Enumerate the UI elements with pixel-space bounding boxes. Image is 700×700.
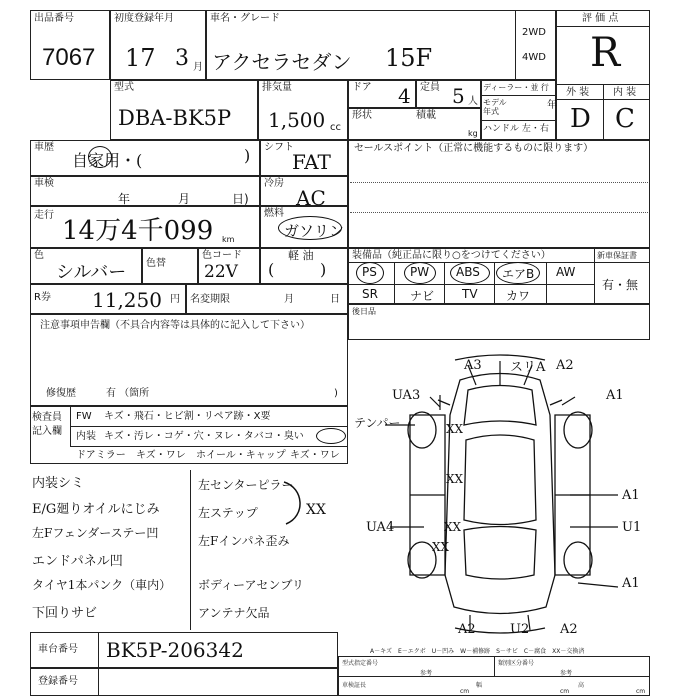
mark-ua4: UA4 (366, 520, 395, 535)
handle-label: ハンドル 左・右 (483, 124, 549, 134)
checker-label2: 記入欄 (32, 426, 62, 437)
smell-circle (316, 428, 346, 444)
reg-month: 3 (175, 46, 189, 71)
mirror-label: ドアミラー (76, 450, 126, 461)
color-value: シルバー (56, 262, 127, 283)
repair-label: 修復歴 (46, 388, 76, 399)
remark-left-item: エンドパネル凹 (32, 554, 123, 569)
lot-number: 7067 (42, 44, 96, 71)
equip-row-line (348, 284, 594, 285)
dealer-line1 (481, 95, 556, 96)
recycle-label: R券 (34, 292, 51, 303)
ref-height: 高 (578, 682, 585, 689)
drive-4wd: 4WD (522, 52, 546, 63)
reg-year: 17 (125, 44, 156, 72)
mark-a2-bl: A2 (458, 622, 476, 637)
new-warranty-value: 有・無 (602, 278, 639, 292)
remark-right-item: アンテナ欠品 (198, 606, 270, 620)
xx-left-rear: XX (444, 520, 462, 534)
cooler-label: 冷房 (264, 178, 284, 189)
sales-point-box (348, 140, 650, 248)
int-check-label: 内装 (76, 431, 96, 442)
door-value: 4 (398, 84, 411, 108)
mark-a1-r: A1 (622, 488, 640, 503)
cap-check-items: キズ・ワレ (290, 450, 340, 461)
mark-a2-top: A2 (556, 358, 574, 373)
airbag-circle (496, 262, 540, 284)
car-name: アクセラセダン (212, 50, 352, 74)
equip-tv: TV (462, 287, 478, 301)
remark-right-item: 左ステップ (198, 506, 258, 520)
history-circle (88, 146, 112, 168)
remark-left-item: E/G廻りオイルにじみ (32, 502, 160, 517)
after-label: 後日品 (352, 307, 376, 316)
cooler-value: AC (296, 186, 326, 210)
score-label-line (556, 26, 650, 27)
mark-u2: U2 (510, 622, 530, 637)
disp-label: 排気量 (262, 82, 292, 93)
xx-left-mid: XX (446, 472, 464, 486)
fuel-circle (278, 216, 345, 240)
score-sub-line (556, 99, 650, 100)
equip-abs: ABS (456, 265, 480, 279)
history-label: 車歴 (34, 142, 54, 153)
sales-point-label: セールスポイント（正常に機能するものに限ります） (354, 143, 594, 154)
mark-a2-br: A2 (560, 622, 578, 637)
remark-left-item: 下回りサビ (32, 606, 98, 621)
model-year-label: モデル 年式 (483, 98, 507, 116)
diagram-legend: A－キズ E－エクボ U－凹み W－補修跡 S－サビ C－腐食 XX－交換済 (370, 648, 585, 655)
recycle-unit: 円 (170, 294, 180, 305)
mirror-items: キズ・ワレ (136, 450, 186, 461)
year-unit: 年 (547, 100, 557, 111)
equip-sr: SR (362, 287, 378, 301)
plate-label: 登録番号 (38, 676, 78, 687)
repair-value: 有 （箇所 (106, 388, 150, 399)
inspection-box (30, 176, 260, 206)
ref-width: 幅 (476, 682, 483, 689)
inspection-label: 車検 (34, 178, 54, 189)
new-warranty-label: 新車保証書 (597, 251, 637, 260)
disp-unit: cc (330, 122, 341, 133)
mark-a1-rr: A1 (622, 576, 640, 591)
remarks-divider (190, 470, 191, 630)
history-box (30, 140, 260, 176)
checker-line2 (70, 446, 348, 447)
score-split (603, 84, 604, 140)
color-code-label: 色コード (202, 250, 242, 261)
equip-ps: PS (362, 265, 377, 279)
history-close: ) (244, 146, 251, 165)
shift-label: シフト (264, 142, 294, 153)
load-label: 積載 (416, 110, 436, 121)
mark-u1: U1 (622, 520, 642, 535)
ref-class-no: 類別区分番号 (498, 660, 535, 667)
int-check-items: キズ・汚レ・コゲ・穴・ヌレ・タバコ・臭い (104, 431, 304, 442)
shift-value: FAT (292, 150, 331, 174)
inspection-day: 日) (232, 192, 249, 206)
fw-items: キズ・飛石・ヒビ割・リペア跡・X要 (104, 411, 271, 422)
fuel-value: ガソリン (284, 222, 345, 240)
mileage-value: 14万4千099 (62, 216, 214, 246)
expiry-month: 月 (284, 294, 294, 305)
reg-label: 初度登録年月 (114, 13, 174, 24)
ref-cm2: cm (560, 688, 570, 695)
ref-cm3: cm (636, 688, 646, 695)
mark-sura-top: スリA (510, 360, 546, 375)
checker-label1: 検査員 (32, 412, 62, 423)
color-change-label: 色替 (146, 258, 166, 269)
remark-left-item: 左Fフェンダーステー凹 (32, 526, 159, 540)
model-label: 型式 (114, 82, 134, 93)
equip-navi: ナビ (410, 289, 435, 303)
ref-length: 車検証長 (342, 682, 367, 689)
recycle-value: 11,250 (92, 288, 162, 312)
equip-col2 (444, 262, 445, 304)
checker-line1 (70, 426, 348, 427)
equip-pw: PW (410, 265, 430, 279)
car-grade: 15F (385, 44, 433, 72)
score-label: 評 価 点 (582, 13, 619, 24)
shape-label: 形状 (352, 110, 372, 121)
dealer-label: ディーラー・並 行 (483, 83, 549, 92)
cap-unit: 人 (468, 96, 478, 107)
equip-aw: AW (556, 265, 576, 279)
mark-ua3: UA3 (392, 388, 421, 403)
equip-col4 (546, 262, 547, 304)
ref-note2: 参考 (560, 670, 573, 677)
xx-rear: XX (432, 540, 450, 554)
expiry-label: 名変期限 (190, 294, 230, 305)
remark-left-item: タイヤ1本パンク（車内） (32, 578, 172, 592)
ref-note1: 参考 (420, 670, 433, 677)
mark-a3-top: A3 (464, 358, 482, 373)
inspection-year: 年 (118, 192, 131, 206)
lot-label: 出品番号 (34, 13, 74, 24)
remarks-bracket (280, 480, 310, 526)
expiry-day: 日 (330, 294, 340, 305)
ext-grade: D (570, 104, 591, 134)
color-label: 色 (34, 250, 44, 261)
equip-col1 (394, 262, 395, 304)
ext-label: 外 装 (566, 87, 590, 98)
disp-value: 1,500 (268, 108, 326, 132)
equipment-label: 装備品（純正品に限り○をつけてください） (352, 250, 551, 261)
ps-circle (356, 262, 384, 284)
model-value: DBA-BK5P (118, 106, 232, 130)
chassis-label: 車台番号 (38, 644, 78, 655)
mileage-unit: km (222, 235, 235, 244)
repair-close: ) (334, 388, 338, 399)
mileage-label: 走行 (34, 210, 54, 221)
xx-front: XX (446, 422, 464, 436)
remark-right-item: 左センターピラー (198, 478, 294, 492)
remarks-right (198, 476, 348, 632)
windscreen-label: テンパー (354, 416, 401, 430)
cap-check-label: ホイール・キャップ (196, 450, 286, 461)
sales-line2 (350, 212, 648, 213)
car-name-label: 車名・グレード (210, 13, 280, 24)
dealer-line2 (481, 120, 556, 121)
ref-split (494, 656, 495, 676)
fuel-label: 燃料 (264, 208, 284, 219)
cap-value: 5 (452, 84, 465, 108)
reg-month-unit: 月 (193, 62, 203, 73)
remarks-xx: XX (306, 502, 326, 518)
diesel-label: 軽 油 (288, 249, 314, 262)
diesel-brackets: ( ) (268, 260, 327, 279)
drive-divider (515, 10, 516, 80)
ref-cm1: cm (460, 688, 470, 695)
cap-label: 定員 (420, 82, 440, 93)
sales-line1 (350, 182, 648, 183)
ref-line (338, 676, 650, 677)
score-value: R (590, 30, 621, 76)
after-box (348, 304, 650, 340)
fw-label: FW (76, 411, 92, 422)
remark-left-item: 内装シミ (32, 476, 85, 491)
equip-col3 (494, 262, 495, 304)
inspection-month: 月 (178, 192, 191, 206)
door-label: ドア (352, 82, 372, 93)
equip-split (594, 248, 595, 304)
equip-airbag: エアB (502, 267, 535, 281)
remarks-left (32, 472, 192, 628)
pw-circle (404, 262, 436, 284)
drive-2wd: 2WD (522, 27, 546, 38)
int-grade: C (615, 104, 635, 134)
remark-right-item: 左Fインパネ歪み (198, 534, 290, 548)
int-label: 内 装 (613, 87, 637, 98)
mark-a1-fr: A1 (606, 388, 624, 403)
ref-model-no: 型式指定番号 (342, 660, 379, 667)
chassis-value: BK5P-206342 (106, 638, 244, 662)
notes-label: 注意事項申告欄（不具合内容等は具体的に記入して下さい） (40, 320, 310, 331)
kg-unit: kg (468, 129, 478, 138)
history-value: 自家用・( (72, 151, 143, 170)
remark-right-item: ボディーアセンブリ (198, 578, 304, 592)
color-code: 22V (204, 262, 238, 282)
equip-leather: カワ (506, 289, 531, 303)
abs-circle (450, 262, 490, 284)
